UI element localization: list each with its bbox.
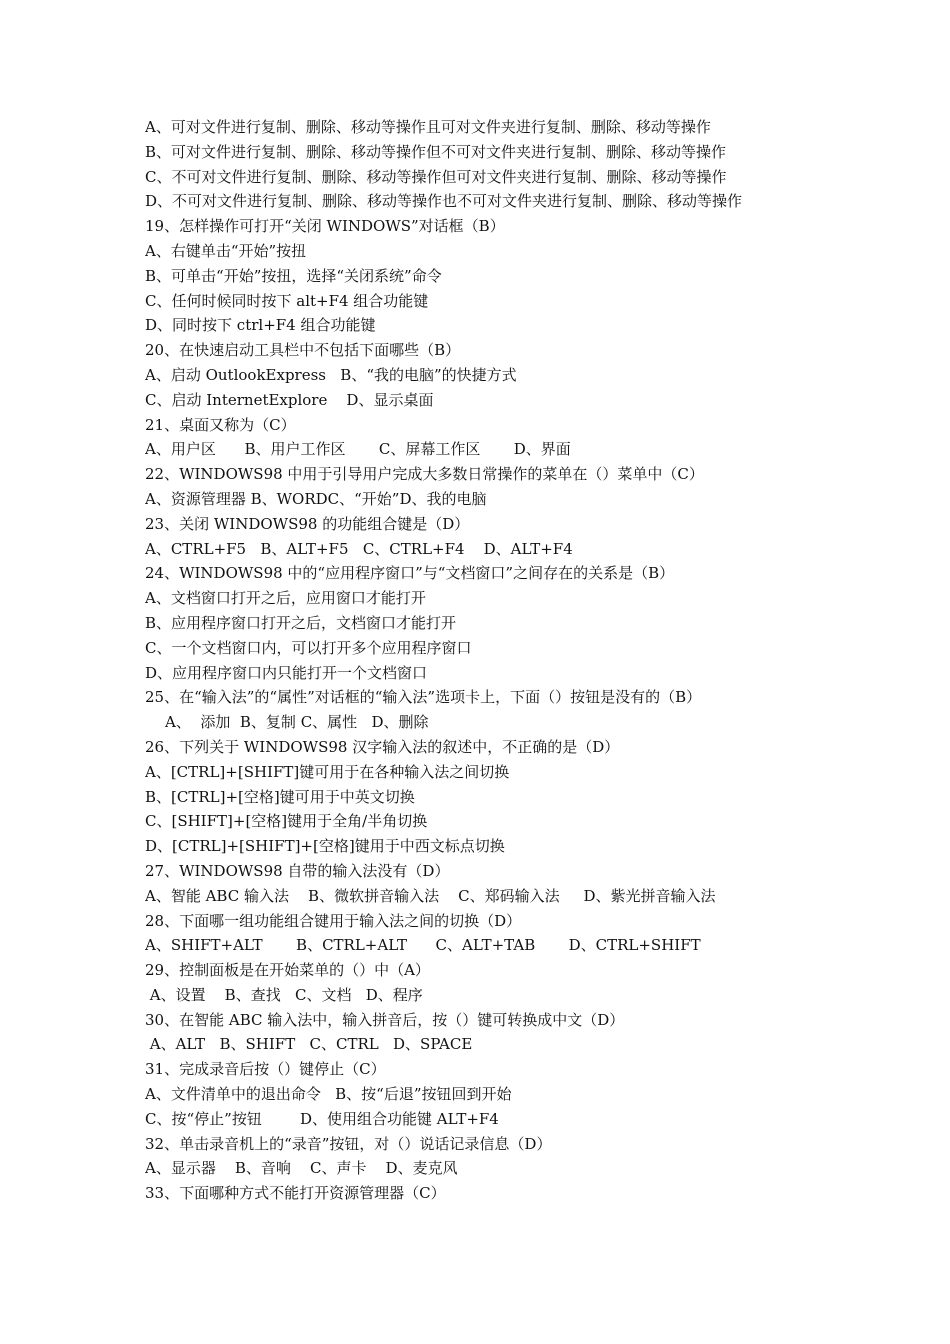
question-25: 25、在“输入法”的“属性”对话框的“输入法”选项卡上，下面（）按钮是没有的（B） bbox=[145, 688, 702, 707]
text-line: C、启动 InternetExplore D、显示桌面 bbox=[145, 390, 434, 409]
question-23: 23、关闭 WINDOWS98 的功能组合键是（D） bbox=[145, 514, 470, 533]
text-line: A、CTRL+F5 B、ALT+F5 C、CTRL+F4 D、ALT+F4 bbox=[145, 539, 573, 558]
text-line: D、[CTRL]+[SHIFT]+[空格]键用于中西文标点切换 bbox=[145, 837, 505, 856]
document-body bbox=[145, 115, 835, 1206]
text-line: A、可对文件进行复制、删除、移动等操作且可对文件夹进行复制、删除、移动等操作 bbox=[145, 118, 711, 136]
question-22: 22、WINDOWS98 中用于引导用户完成大多数日常操作的菜单在（）菜单中（C） bbox=[145, 465, 704, 484]
text-line: B、可单击“开始”按扭，选择“关闭系统”命令 bbox=[145, 266, 442, 285]
question-20: 20、在快速启动工具栏中不包括下面哪些（B） bbox=[145, 341, 461, 360]
text-line: D、不可对文件进行复制、删除、移动等操作也不可对文件夹进行复制、删除、移动等操作 bbox=[145, 192, 743, 211]
text-line: C、不可对文件进行复制、删除、移动等操作但可对文件夹进行复制、删除、移动等操作 bbox=[145, 167, 727, 186]
question-29: 29、控制面板是在开始菜单的（）中（A） bbox=[145, 961, 430, 980]
text-line: A、设置 B、查找 C、文档 D、程序 bbox=[145, 985, 423, 1004]
text-line: C、一个文档窗口内，可以打开多个应用程序窗口 bbox=[145, 638, 472, 657]
text-line: A、文档窗口打开之后，应用窗口才能打开 bbox=[145, 589, 426, 608]
question-33: 33、下面哪种方式不能打开资源管理器（C） bbox=[145, 1184, 446, 1203]
question-28: 28、下面哪一组功能组合键用于输入法之间的切换（D） bbox=[145, 911, 522, 930]
text-line: A、用户区 B、用户工作区 C、屏幕工作区 D、界面 bbox=[145, 440, 571, 459]
question-27: 27、WINDOWS98 自带的输入法没有（D） bbox=[145, 861, 450, 880]
text-line: A、资源管理器 B、WORDC、“开始”D、我的电脑 bbox=[145, 489, 487, 508]
question-31: 31、完成录音后按（）键停止（C） bbox=[145, 1060, 386, 1079]
text-line: D、应用程序窗口内只能打开一个文档窗口 bbox=[145, 663, 428, 682]
question-19: 19、怎样操作可打开“关闭 WINDOWS”对话框（B） bbox=[145, 217, 505, 236]
question-32: 32、单击录音机上的“录音”按钮，对（）说话记录信息（D） bbox=[145, 1134, 552, 1153]
question-26: 26、下列关于 WINDOWS98 汉字输入法的叙述中，不正确的是（D） bbox=[145, 737, 620, 756]
text-line: B、应用程序窗口打开之后，文档窗口才能打开 bbox=[145, 613, 457, 632]
question-30: 30、在智能 ABC 输入法中，输入拼音后，按（）键可转换成中文（D） bbox=[145, 1010, 625, 1029]
text-line: A、显示器 B、音响 C、声卡 D、麦克风 bbox=[145, 1159, 458, 1178]
text-line: A、SHIFT+ALT B、CTRL+ALT C、ALT+TAB D、CTRL+SHIFT bbox=[145, 936, 701, 955]
text-line: A、ALT B、SHIFT C、CTRL D、SPACE bbox=[145, 1035, 473, 1054]
text-line: A、右键单击“开始”按扭 bbox=[145, 241, 307, 260]
question-21: 21、桌面又称为（C） bbox=[145, 415, 296, 434]
text-line: A、 添加 B、复制 C、属性 D、删除 bbox=[165, 713, 429, 732]
text-line: B、[CTRL]+[空格]键可用于中英文切换 bbox=[145, 787, 415, 806]
text-line: B、可对文件进行复制、删除、移动等操作但不可对文件夹进行复制、删除、移动等操作 bbox=[145, 142, 727, 161]
text-line: D、同时按下 ctrl+F4 组合功能键 bbox=[145, 316, 376, 335]
text-line: C、按“停止”按钮 D、使用组合功能键 ALT+F4 bbox=[145, 1109, 499, 1128]
text-line: C、[SHIFT]+[空格]键用于全角/半角切换 bbox=[145, 812, 428, 831]
text-line: A、智能 ABC 输入法 B、微软拼音输入法 C、郑码输入法 D、紫光拼音输入法 bbox=[145, 886, 716, 905]
text-line: A、[CTRL]+[SHIFT]键可用于在各种输入法之间切换 bbox=[145, 762, 510, 781]
text-line: C、任何时候同时按下 alt+F4 组合功能键 bbox=[145, 291, 429, 310]
question-24: 24、WINDOWS98 中的“应用程序窗口”与“文档窗口”之间存在的关系是（B） bbox=[145, 564, 675, 583]
text-line: A、文件清单中的退出命令 B、按“后退”按钮回到开始 bbox=[145, 1085, 512, 1104]
text-line: A、启动 OutlookExpress B、“我的电脑”的快捷方式 bbox=[145, 365, 517, 384]
